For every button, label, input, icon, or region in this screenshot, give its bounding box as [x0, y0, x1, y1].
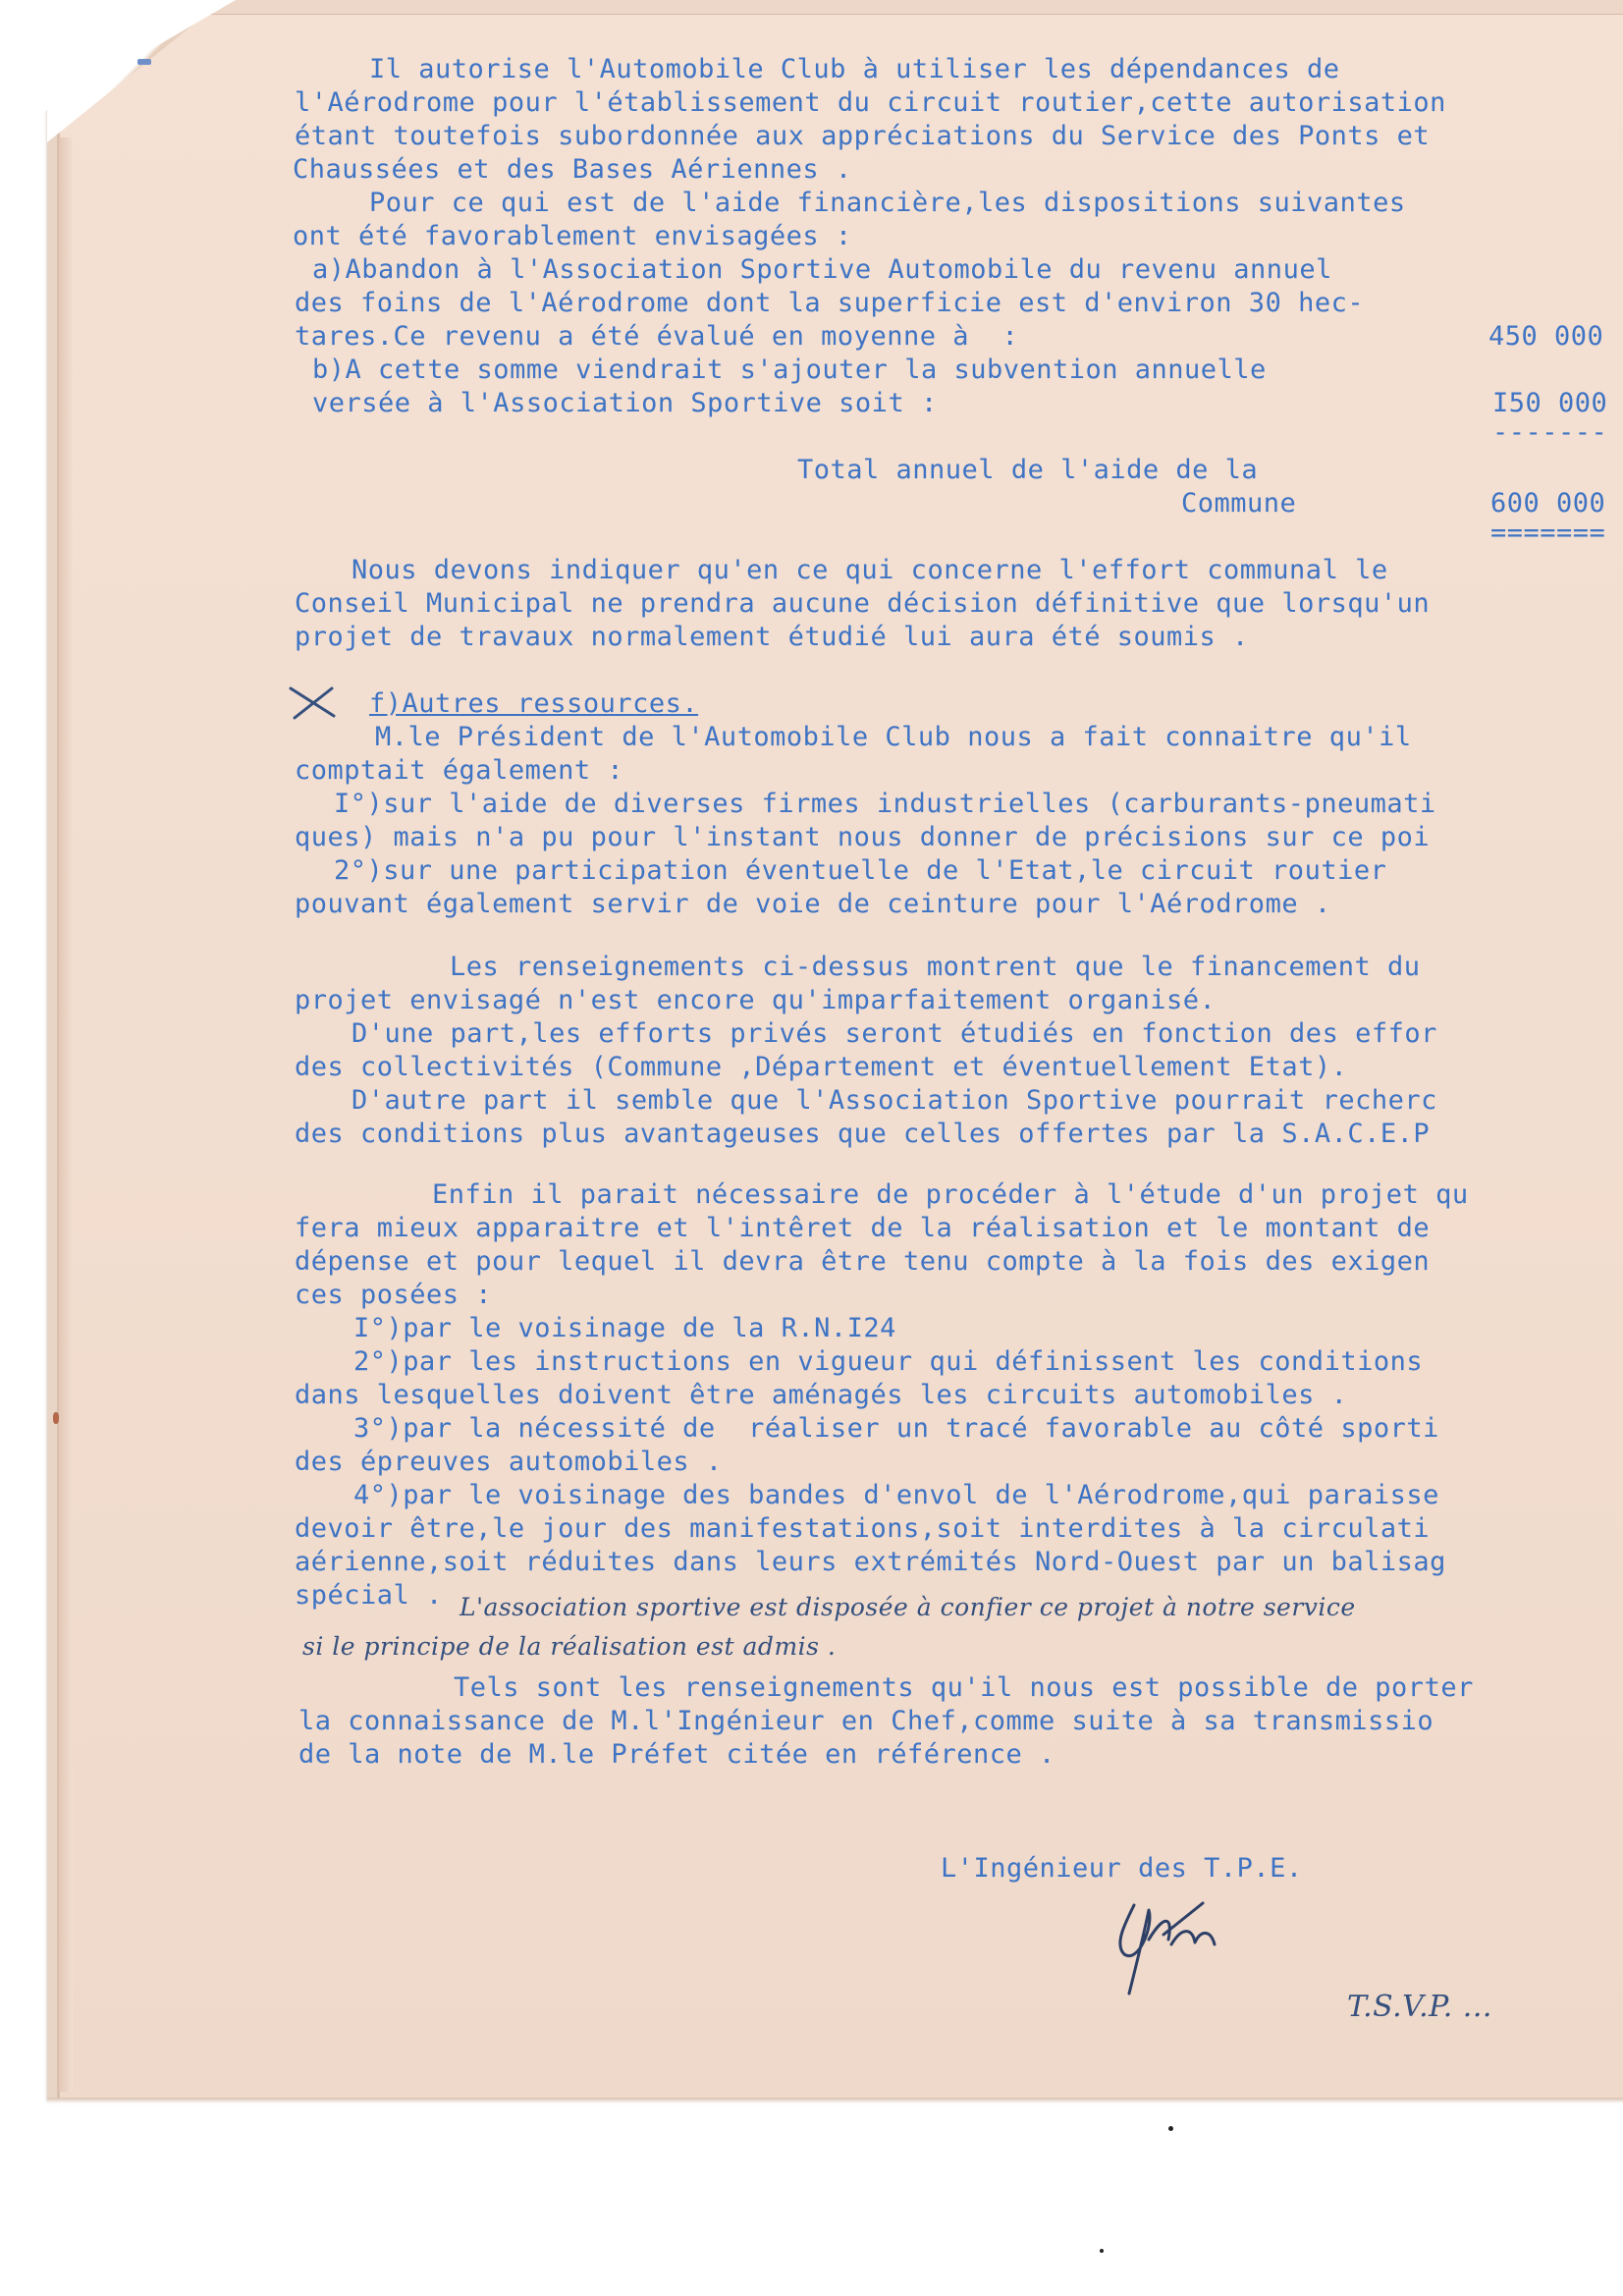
signature-icon: [1095, 1886, 1232, 2003]
text-line: I°)sur l'aide de diverses firmes industrielles (carburants-pneumati: [334, 789, 1436, 819]
text-line: Les renseignements ci-dessus montrent que le financement du: [450, 952, 1421, 982]
text-line: ont été favorablement envisagées :: [293, 221, 852, 251]
text-line: D'une part,les efforts privés seront étudiés en fonction des effor: [352, 1018, 1437, 1049]
sum-rule: -------: [1492, 417, 1608, 448]
handwritten-note: si le principe de la réalisation est admis .: [302, 1632, 837, 1661]
text-line: Nous devons indiquer qu'en ce qui concerne l'effort communal le: [352, 555, 1388, 585]
signatory-title: L'Ingénieur des T.P.E.: [941, 1853, 1303, 1884]
total-rule: =======: [1490, 518, 1606, 548]
text-line: ces posées :: [295, 1280, 493, 1310]
cross-mark-icon: [285, 683, 344, 722]
text-line: des foins de l'Aérodrome dont la superficie est d'environ 30 hec-: [295, 288, 1365, 318]
text-line: 3°)par la nécessité de réaliser un tracé favorable au côté sporti: [353, 1413, 1439, 1444]
text-line: Conseil Municipal ne prendra aucune décision définitive que lorsqu'un: [295, 588, 1431, 619]
amount-b: I50 000: [1492, 388, 1608, 418]
text-line: projet de travaux normalement étudié lui aura été soumis .: [295, 622, 1249, 652]
handwritten-note: L'association sportive est disposée à confier ce projet à notre service: [460, 1593, 1356, 1621]
speck-mark: [1168, 2126, 1173, 2131]
amount-a: 450 000: [1488, 321, 1604, 352]
text-line: de la note de M.le Préfet citée en référence .: [298, 1739, 1055, 1770]
text-line: Il autorise l'Automobile Club à utiliser les dépendances de: [369, 54, 1340, 84]
text-line: Chaussées et des Bases Aériennes .: [293, 154, 852, 185]
text-line: Pour ce qui est de l'aide financière,les dispositions suivantes: [369, 188, 1406, 218]
text-line: a)Abandon à l'Association Sportive Automobile du revenu annuel: [312, 254, 1332, 285]
text-line: spécial .: [295, 1580, 443, 1611]
text-line: des épreuves automobiles .: [295, 1447, 723, 1477]
tsvp-note: T.S.V.P. ...: [1347, 1990, 1492, 2024]
text-line: projet envisagé n'est encore qu'imparfaitement organisé.: [295, 985, 1217, 1015]
text-line: fera mieux apparaitre et l'intêret de la réalisation et le montant de: [295, 1213, 1431, 1243]
text-line: étant toutefois subordonnée aux appréciations du Service des Ponts et: [295, 121, 1431, 151]
text-line: devoir être,le jour des manifestations,soit interdites à la circulati: [295, 1513, 1431, 1544]
text-line: comptait également :: [295, 755, 624, 786]
text-line: D'autre part il semble que l'Association Sportive pourrait recherc: [352, 1085, 1437, 1116]
section-title: f)Autres ressources.: [369, 688, 699, 719]
text-line: dépense et pour lequel il devra être tenu compte à la fois des exigen: [295, 1246, 1431, 1277]
text-line: tares.Ce revenu a été évalué en moyenne à :: [295, 321, 1019, 352]
stain-mark: [53, 1412, 59, 1424]
text-line: b)A cette somme viendrait s'ajouter la subvention annuelle: [312, 355, 1267, 385]
text-line: l'Aérodrome pour l'établissement du circuit routier,cette autorisation: [295, 87, 1446, 118]
text-line: Enfin il parait nécessaire de procéder à l'étude d'un projet qu: [432, 1179, 1469, 1210]
total-label: Total annuel de l'aide de la: [797, 455, 1259, 485]
total-label-commune: Commune: [1181, 488, 1297, 519]
text-line: 4°)par le voisinage des bandes d'envol de l'Aérodrome,qui paraisse: [353, 1480, 1439, 1510]
text-line: la connaissance de M.l'Ingénieur en Chef,comme suite à sa transmissio: [298, 1706, 1434, 1736]
text-line: des conditions plus avantageuses que celles offertes par la S.A.C.E.P: [295, 1119, 1431, 1149]
text-line: I°)par le voisinage de la R.N.I24: [353, 1313, 896, 1343]
text-line: des collectivités (Commune ,Département et éventuellement Etat).: [295, 1052, 1348, 1082]
text-line: 2°)sur une participation éventuelle de l'Etat,le circuit routier: [334, 855, 1387, 886]
speck-mark: [1100, 2249, 1104, 2253]
text-line: versée à l'Association Sportive soit :: [312, 388, 938, 418]
text-line: aérienne,soit réduites dans leurs extrémités Nord-Ouest par un balisag: [295, 1547, 1446, 1577]
text-line: 2°)par les instructions en vigueur qui définissent les conditions: [353, 1346, 1424, 1377]
text-line: Tels sont les renseignements qu'il nous est possible de porter: [454, 1672, 1474, 1703]
text-line: dans lesquelles doivent être aménagés les circuits automobiles .: [295, 1380, 1348, 1410]
text-line: M.le Président de l'Automobile Club nous a fait connaitre qu'il: [375, 722, 1412, 752]
text-line: pouvant également servir de voie de ceinture pour l'Aérodrome .: [295, 889, 1331, 919]
total-amount: 600 000: [1490, 488, 1606, 519]
text-line: ques) mais n'a pu pour l'instant nous donner de précisions sur ce poi: [295, 822, 1431, 852]
